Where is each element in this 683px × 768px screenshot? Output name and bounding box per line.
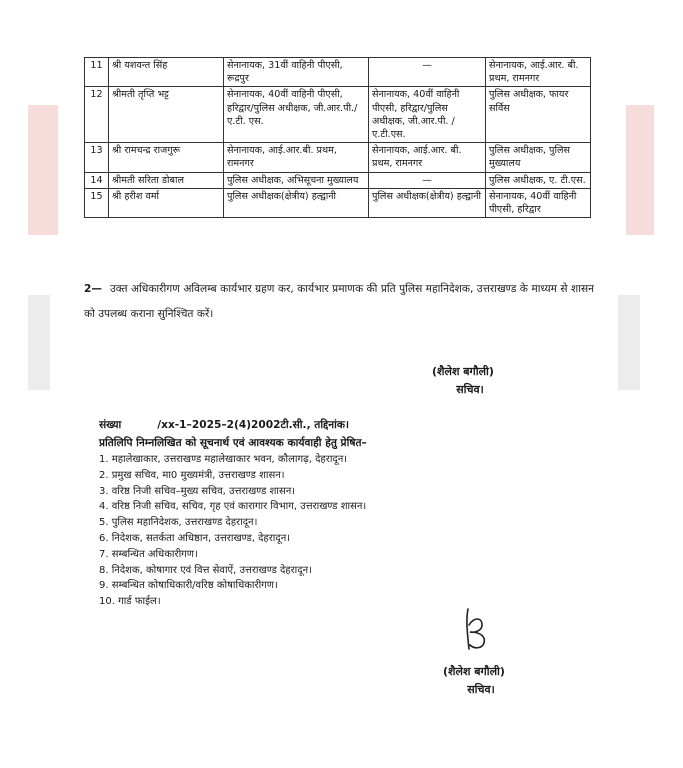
reference-label: संख्या: [99, 419, 122, 431]
signatory-name: (शैलेश बगौली): [443, 665, 505, 678]
additional-charge: सेनानायक, आई.आर. बी. प्रथम, रामनगर: [369, 143, 486, 172]
watermark-bar-left: [28, 105, 58, 235]
new-post: पुलिस अधीक्षक, पुलिस मुख्यालय: [486, 143, 591, 172]
new-post: सेनानायक, 40वीं वाहिनी पीएसी, हरिद्वार: [486, 188, 591, 217]
serial-number: 15: [85, 188, 109, 217]
serial-number: 13: [85, 143, 109, 172]
copy-to-list: [99, 452, 519, 610]
reference-line: [99, 418, 349, 432]
officer-name: श्री हरीश वर्मा: [109, 188, 224, 217]
current-post: सेनानायक, 31वीं वाहिनी पीएसी, रूद्रपुर: [224, 58, 369, 87]
reference-number: /xx-1–2025–2(4)2002टी.सी., तद्दिनांक।: [157, 419, 349, 431]
instruction-paragraph: [84, 277, 594, 327]
table-row: [85, 58, 591, 87]
list-item: 9. सम्बन्धित कोषाधिकारी/वरिष्ठ कोषाधिकारीगण।: [99, 580, 278, 592]
new-post: सेनानायक, आई.आर. बी. प्रथम, रामनगर: [486, 58, 591, 87]
current-post: पुलिस अधीक्षक(क्षेत्रीय) हल्द्वानी: [224, 188, 369, 217]
signatory-designation: सचिव।: [467, 683, 495, 696]
list-item: 3. वरिष्ठ निजी सचिव–मुख्य सचिव, उत्तराखण्ड शासन।: [99, 485, 296, 497]
additional-charge: —: [369, 58, 486, 87]
current-post: सेनानायक, 40वीं वाहिनी पीएसी, हरिद्वार/पुलिस अधीक्षक, जी.आर.पी./ए.टी. एस.: [224, 87, 369, 143]
list-item: 2. प्रमुख सचिव, मा0 मुख्यमंत्री, उत्तराखण्ड शासन।: [99, 469, 285, 481]
transfer-table: [84, 57, 591, 218]
serial-number: 14: [85, 172, 109, 188]
serial-number: 11: [85, 58, 109, 87]
handwritten-signature-icon: [460, 605, 500, 655]
watermark-bar-right: [626, 105, 654, 235]
copy-to-heading: प्रतिलिपि निम्नलिखित को सूचनार्थ एवं आवश्यक कार्यवाही हेतु प्रेषित–: [99, 437, 367, 449]
watermark-gray-left: [28, 295, 50, 390]
list-item: 10. गार्ड फाईल।: [99, 596, 161, 608]
list-item: 6. निदेशक, सतर्कता अधिष्ठान, उत्तराखण्ड, देहरादून।: [99, 532, 291, 544]
paragraph-text: उक्त अधिकारीगण अविलम्ब कार्यभार ग्रहण कर, कार्यभार प्रमाणक की प्रति पुलिस महानिदेशक, उत्तराखण्ड के माध्यम से शासन को उपलब्ध कराना सुनिश्चित करें।: [84, 283, 594, 320]
list-item: 4. वरिष्ठ निजी सचिव, सचिव, गृह एवं कारागार विभाग, उत्तराखण्ड शासन।: [99, 501, 367, 513]
paragraph-number: 2—: [84, 283, 102, 295]
additional-charge: पुलिस अधीक्षक(क्षेत्रीय) हल्द्वानी: [369, 188, 486, 217]
list-item: 7. सम्बन्धित अधिकारीगण।: [99, 548, 198, 560]
signature-block-2: [443, 663, 505, 699]
new-post: पुलिस अधीक्षक, फायर सर्विस: [486, 87, 591, 143]
list-item: 8. निदेशक, कोषागार एवं वित्त सेवाऐं, उत्तराखण्ड देहरादून।: [99, 564, 312, 576]
officer-name: श्रीमती सरिता डोबाल: [109, 172, 224, 188]
signatory-name: (शैलेश बगौली): [432, 365, 494, 378]
officer-name: श्रीमती तृप्ति भट्ट: [109, 87, 224, 143]
signature-block-1: [432, 363, 494, 399]
table-row: [85, 87, 591, 143]
current-post: सेनानायक, आई.आर.बी. प्रथम, रामनगर: [224, 143, 369, 172]
table-row: [85, 188, 591, 217]
table-row: [85, 172, 591, 188]
table-row: [85, 143, 591, 172]
list-item: 5. पुलिस महानिदेशक, उत्तराखण्ड देहरादून।: [99, 517, 258, 529]
additional-charge: —: [369, 172, 486, 188]
additional-charge: सेनानायक, 40वीं वाहिनी पीएसी, हरिद्वार/पुलिस अधीक्षक, जी.आर.पी. /ए.टी.एस.: [369, 87, 486, 143]
officer-name: श्री यशवन्त सिंह: [109, 58, 224, 87]
serial-number: 12: [85, 87, 109, 143]
current-post: पुलिस अधीक्षक, अभिसूचना मुख्यालय: [224, 172, 369, 188]
new-post: पुलिस अधीक्षक, ए. टी.एस.: [486, 172, 591, 188]
list-item: 1. महालेखाकार, उत्तराखण्ड महालेखाकार भवन, कौलागढ़, देहरादून।: [99, 454, 348, 465]
watermark-gray-right: [618, 295, 640, 390]
signatory-designation: सचिव।: [456, 383, 484, 396]
officer-name: श्री रामचन्द्र राजगुरू: [109, 143, 224, 172]
